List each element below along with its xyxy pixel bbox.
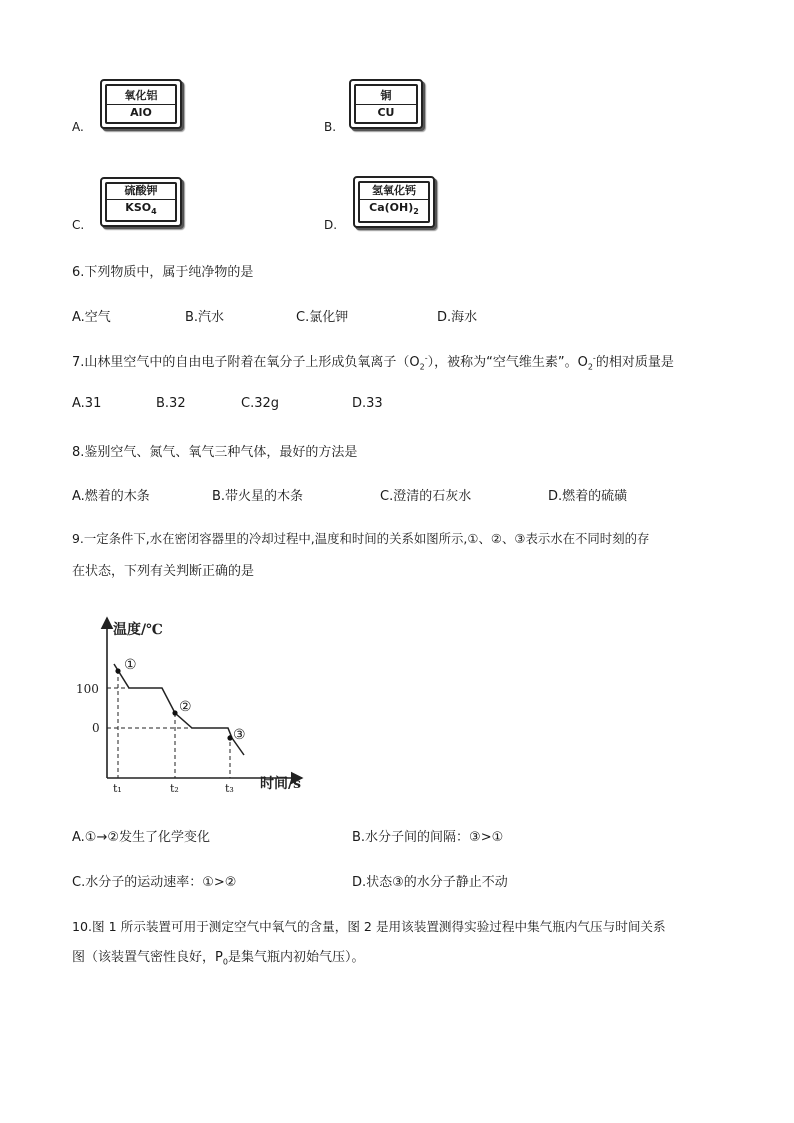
option-d: D.海水	[437, 310, 478, 325]
option-letter: C.	[72, 218, 85, 232]
x-tick-t2: t₂	[170, 782, 179, 795]
option-c: C.水分子的运动速率：①>②	[72, 875, 237, 890]
option-letter: A.	[72, 120, 84, 134]
state-point-1	[115, 668, 120, 673]
reagent-formula: $Ca(OH)_2$	[369, 201, 419, 217]
reagent-label-b	[349, 79, 423, 129]
question-8-stem: 8.鉴别空气、氮气、氧气三种气体，最好的方法是	[72, 445, 358, 460]
divider	[107, 199, 175, 200]
option-letter: B.	[324, 120, 337, 134]
reagent-formula: CU	[377, 105, 395, 119]
option-d: D.33	[352, 396, 383, 411]
option-c: C.32g	[241, 396, 280, 411]
option-d: D.状态③的水分子静止不动	[352, 875, 508, 890]
divider	[356, 104, 416, 105]
option-b: B.汽水	[185, 310, 225, 325]
question-9-stem-line2: 在状态，下列有关判断正确的是	[72, 564, 255, 579]
question-10-line2: 图（该装置气密性良好，$P_0$是集气瓶内初始气压）。	[72, 950, 365, 967]
x-tick-t1: t₁	[113, 782, 122, 795]
reagent-label-d	[353, 176, 435, 228]
y-axis-label: 温度/℃	[113, 622, 163, 638]
option-a: A.燃着的木条	[72, 489, 150, 504]
option-d: D.燃着的硫磺	[548, 489, 628, 504]
question-7-stem: 7.山林里空气中的自由电子附着在氧分子上形成负氧离子$(O_2^-)$，被称为“空气维生素”。$O_2^-$的相对质量是	[72, 353, 674, 372]
reagent-label-a	[100, 79, 182, 129]
option-letter: D.	[324, 218, 338, 232]
option-b: B.水分子间的间隔：③>①	[352, 830, 504, 845]
question-6-stem: 6.下列物质中，属于纯净物的是	[72, 265, 254, 280]
x-tick-t3: t₃	[225, 782, 234, 795]
cooling-curve-figure	[70, 610, 320, 800]
reagent-name: 氢氧化钙	[372, 184, 416, 198]
option-b: B.带火星的木条	[212, 489, 304, 504]
question-9-stem-line1: 9.一定条件下,水在密闭容器里的冷却过程中,温度和时间的关系如图所示,①、②、③表示水在不同时刻的存	[72, 531, 650, 546]
reagent-name: 硫酸钾	[124, 184, 158, 198]
reagent-formula: AlO	[130, 105, 152, 119]
option-c: C.澄清的石灰水	[380, 489, 472, 504]
option-a: A.①→②发生了化学变化	[72, 830, 210, 845]
option-c: C.氯化钾	[296, 310, 349, 325]
marker-2: ②	[179, 699, 192, 715]
reagent-formula: $KSO_4$	[125, 201, 157, 217]
question-10-line1: 10.图 1 所示装置可用于测定空气中氧气的含量，图 2 是用该装置测得实验过程中集气瓶内气压与时间关系	[72, 919, 666, 934]
option-a: A.空气	[72, 310, 111, 325]
x-axis-label: 时间/s	[260, 776, 301, 792]
marker-3: ③	[233, 727, 246, 743]
reagent-name: 铜	[380, 88, 392, 102]
divider	[107, 104, 175, 105]
reagent-name: 氧化铝	[124, 88, 158, 102]
divider	[360, 199, 428, 200]
state-point-2	[172, 710, 177, 715]
reagent-label-c	[100, 177, 182, 227]
option-b: B.32	[156, 396, 186, 411]
y-tick-100: 100	[76, 682, 99, 696]
y-tick-0: 0	[92, 721, 100, 735]
marker-1: ①	[124, 657, 137, 673]
option-a: A.31	[72, 396, 102, 411]
state-point-3	[227, 735, 232, 740]
